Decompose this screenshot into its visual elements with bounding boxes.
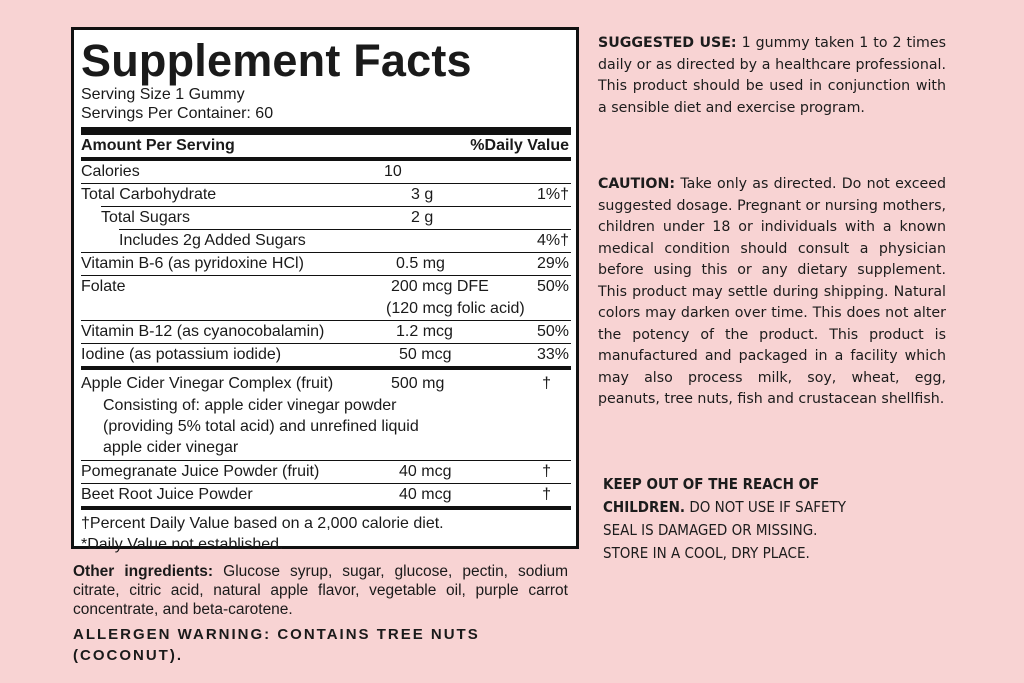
caution-text: Take only as directed. Do not exceed suggested dosage. Pregnant or nursing mothers, children under 18 or individuals with a known medical condition should consult a physician before using this or any dietary supplement. This product may settle during shipping. Natural colors may darken over time. This does not alter the potency of the product. This product is manufactured and packaged in a facility which may also process milk, soy, wheat, egg, peanuts, tree nuts, fish and crustacean shellfish.	[598, 176, 946, 407]
keep-out-label: KEEP OUT OF THE REACH OF CHILDREN.	[603, 475, 820, 516]
nutrient-row-vitamin-b6	[81, 253, 571, 275]
facts-header-row	[81, 135, 571, 157]
nutrient-amount: 40 mcg	[399, 463, 452, 480]
nutrient-name: Vitamin B-6 (as pyridoxine HCl)	[81, 255, 304, 272]
nutrient-row-beet-root	[81, 484, 571, 506]
nutrient-amount: 0.5 mg	[396, 255, 445, 272]
complex-dv: †	[542, 375, 551, 392]
other-ingredients-text: Glucose syrup, sugar, glucose, pectin, sodium citrate, citric acid, natural apple flavor, vegetable oil, purple carrot concentrate, and beta-carotene.	[73, 563, 568, 618]
keep-out-of-reach	[603, 473, 863, 565]
nutrient-name: Beet Root Juice Powder	[81, 486, 253, 503]
other-ingredients	[73, 562, 568, 619]
medium-divider	[81, 366, 571, 370]
allergen-line-1: ALLERGEN WARNING: CONTAINS TREE NUTS	[73, 626, 480, 643]
nutrient-row-vitamin-b12	[81, 321, 571, 343]
nutrient-name: Iodine (as potassium iodide)	[81, 346, 282, 363]
nutrient-dv: †	[542, 463, 551, 480]
nutrient-amount: 50 mcg	[399, 346, 452, 363]
suggested-use	[598, 33, 946, 119]
complex-name: Apple Cider Vinegar Complex (fruit)	[81, 375, 334, 392]
allergen-warning	[73, 624, 568, 666]
nutrient-dv: 50%	[536, 323, 569, 340]
nutrient-name: Total Sugars	[101, 209, 190, 226]
nutrient-name: Pomegranate Juice Powder (fruit)	[81, 463, 320, 480]
nutrient-dv: 1%†	[536, 186, 569, 203]
suggested-use-text: 1 gummy taken 1 to 2 times daily or as directed by a healthcare professional. This product should be used in conjunction with a sensible diet and exercise program.	[598, 35, 946, 116]
nutrient-row-iodine	[81, 344, 571, 366]
other-ingredients-label: Other ingredients:	[73, 563, 214, 580]
complex-sub-line: (providing 5% total acid) and unrefined liquid	[103, 418, 419, 435]
facts-title: Supplement Facts	[81, 35, 472, 86]
suggested-use-label: SUGGESTED USE:	[598, 35, 737, 51]
thick-divider	[81, 127, 571, 135]
header-daily-value: %Daily Value	[470, 137, 569, 154]
nutrient-dv: 50%	[536, 278, 569, 295]
nutrient-dv: †	[542, 486, 551, 503]
complex-amount: 500 mg	[391, 375, 445, 392]
serving-size: Serving Size 1 Gummy	[81, 86, 245, 103]
complex-row	[81, 373, 571, 395]
nutrient-row-pomegranate	[81, 461, 571, 483]
nutrient-row-added-sugars	[81, 230, 571, 252]
nutrient-row-calories	[81, 161, 571, 183]
footnote-percent-dv: †Percent Daily Value based on a 2,000 calorie diet.	[81, 515, 444, 532]
nutrient-amount: 2 g	[411, 209, 434, 226]
nutrient-amount: 1.2 mcg	[396, 323, 453, 340]
nutrient-amount: 200 mcg DFE	[391, 278, 489, 295]
nutrient-name: Calories	[81, 163, 140, 180]
caution-label: CAUTION:	[598, 176, 676, 192]
servings-per-container: Servings Per Container: 60	[81, 105, 274, 122]
nutrient-name: Folate	[81, 278, 126, 295]
nutrient-amount: 40 mcg	[399, 486, 452, 503]
nutrient-row-sugars	[81, 207, 571, 229]
nutrient-name: Includes 2g Added Sugars	[119, 232, 306, 249]
nutrient-row-carbohydrate	[81, 184, 571, 206]
allergen-line-2: (COCONUT).	[73, 647, 183, 664]
nutrient-name: Total Carbohydrate	[81, 186, 217, 203]
caution	[598, 174, 946, 411]
supplement-facts-panel	[71, 27, 579, 553]
nutrient-amount: 3 g	[411, 186, 434, 203]
keep-out-text: DO NOT USE IF SAFETY SEAL IS DAMAGED OR MISSING. STORE IN A COOL, DRY PLACE.	[603, 498, 847, 562]
nutrient-dv: 29%	[536, 255, 569, 272]
nutrient-row-folate	[81, 276, 571, 320]
nutrient-amount-secondary: (120 mcg folic acid)	[386, 300, 525, 317]
nutrient-dv: 33%	[536, 346, 569, 363]
footnote-dv-not-established: *Daily Value not established.	[81, 536, 284, 553]
complex-sub-line: Consisting of: apple cider vinegar powder	[103, 397, 397, 414]
nutrient-amount: 10	[384, 163, 402, 180]
complex-sub-line: apple cider vinegar	[103, 439, 239, 456]
nutrient-name: Vitamin B-12 (as cyanocobalamin)	[81, 323, 325, 340]
header-amount: Amount Per Serving	[81, 137, 235, 154]
nutrient-dv: 4%†	[536, 232, 569, 249]
